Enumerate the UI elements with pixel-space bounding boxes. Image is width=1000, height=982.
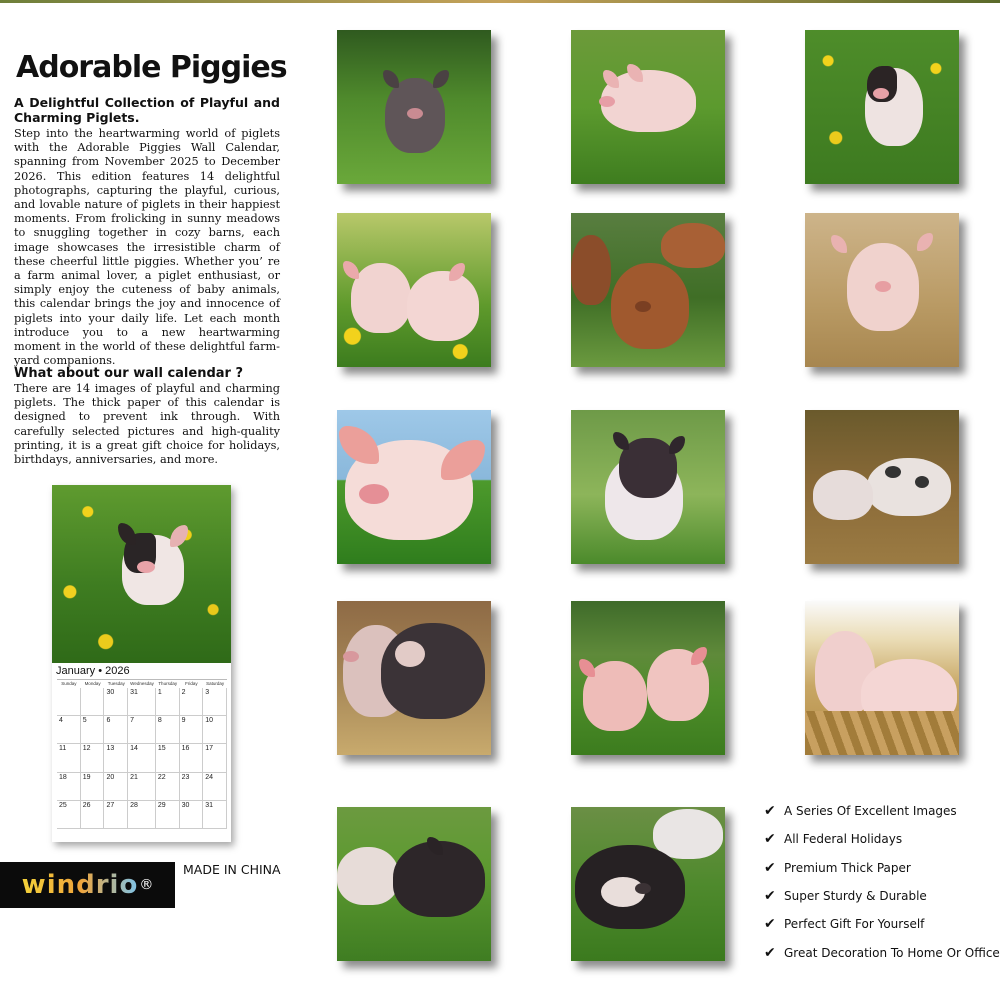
piglet-photo-5	[571, 213, 725, 367]
calendar-day: 2	[180, 688, 204, 716]
calendar-day: 7	[128, 716, 156, 744]
calendar-day: 27	[104, 801, 128, 829]
calendar-day: 31	[203, 801, 227, 829]
calendar-day: 30	[180, 801, 204, 829]
piglet-photo-9	[805, 410, 959, 564]
calendar-day: 14	[128, 744, 156, 772]
feature-item	[764, 882, 1000, 910]
piglet-photo-12	[805, 601, 959, 755]
calendar-preview	[52, 485, 231, 842]
calendar-day	[81, 688, 105, 716]
calendar-day: 30	[104, 688, 128, 716]
feature-list	[764, 797, 1000, 967]
calendar-day: 8	[156, 716, 180, 744]
calendar-day: 4	[57, 716, 81, 744]
calendar-day: 29	[156, 801, 180, 829]
checkmark-icon: ✔	[764, 859, 776, 876]
feature-item	[764, 854, 1000, 882]
calendar-day: 1	[156, 688, 180, 716]
calendar-day: 6	[104, 716, 128, 744]
piglet-photo-10	[337, 601, 491, 755]
calendar-day: 17	[203, 744, 227, 772]
calendar-day: 11	[57, 744, 81, 772]
piglet-photo-11	[571, 601, 725, 755]
feature-text: Great Decoration To Home Or Office	[784, 945, 1000, 960]
weekday-header: Saturday	[206, 681, 225, 686]
piglet-photo-8	[571, 410, 725, 564]
calendar-day: 23	[180, 773, 204, 801]
calendar-day: 12	[81, 744, 105, 772]
calendar-day: 10	[203, 716, 227, 744]
calendar-day: 20	[104, 773, 128, 801]
weekday-header: Tuesday	[107, 681, 125, 686]
feature-item	[764, 797, 1000, 825]
section-heading: What about our wall calendar ?	[14, 366, 244, 381]
piglet-photo-14	[571, 807, 725, 961]
calendar-day: 13	[104, 744, 128, 772]
piglet-photo-7	[337, 410, 491, 564]
checkmark-icon: ✔	[764, 831, 776, 848]
piglet-photo-6	[805, 213, 959, 367]
feature-text: Premium Thick Paper	[784, 860, 911, 875]
brand-logo	[0, 862, 175, 908]
calendar-day: 28	[128, 801, 156, 829]
checkmark-icon: ✔	[764, 803, 776, 820]
top-accent-bar	[0, 0, 1000, 3]
calendar-day: 3	[203, 688, 227, 716]
calendar-grid	[57, 679, 227, 829]
weekday-header: Friday	[185, 681, 198, 686]
calendar-day: 22	[156, 773, 180, 801]
subtitle: A Delightful Collection of Playful and Charming Piglets.	[14, 95, 280, 125]
calendar-day: 5	[81, 716, 105, 744]
feature-text: Super Sturdy & Durable	[784, 889, 927, 904]
weekday-header: Thursday	[158, 681, 178, 686]
calendar-day: 19	[81, 773, 105, 801]
brand-name: windrio	[21, 870, 139, 900]
feature-item	[764, 938, 1000, 966]
calendar-day: 24	[203, 773, 227, 801]
section-paragraph: There are 14 images of playful and charming piglets. The thick paper of this calendar is designed to prevent ink through. With carefully selected pictures and high-quality printing, it is a great gift choice for holidays, birthdays, anniversaries, and more.	[14, 382, 280, 467]
calendar-cover-photo	[52, 485, 231, 663]
registered-mark: ®	[139, 877, 154, 893]
calendar-day: 9	[180, 716, 204, 744]
calendar-day: 21	[128, 773, 156, 801]
calendar-day: 16	[180, 744, 204, 772]
piglet-photo-2	[571, 30, 725, 184]
calendar-day: 26	[81, 801, 105, 829]
feature-item	[764, 825, 1000, 853]
piglet-photo-1	[337, 30, 491, 184]
checkmark-icon: ✔	[764, 944, 776, 961]
page-title: Adorable Piggies	[16, 50, 287, 85]
calendar-month-label: January • 2026	[56, 665, 130, 677]
checkmark-icon: ✔	[764, 888, 776, 905]
calendar-day: 15	[156, 744, 180, 772]
calendar-day: 25	[57, 801, 81, 829]
piglet-photo-3	[805, 30, 959, 184]
feature-text: Perfect Gift For Yourself	[784, 917, 925, 932]
intro-paragraph: Step into the heartwarming world of piglets with the Adorable Piggies Wall Calendar, spanning from November 2025 to December 2026. This edition features 14 delightful photographs, capturing the playful, curious, and lovable nature of piglets in their happiest moments. From frolicking in sunny meadows to snuggling together in cozy barns, each image showcases the irresistible charm of these cheerful little piggies. Whether you’ re a farm animal lover, a piglet enthusiast, or simply enjoy the cuteness of baby animals, this calendar brings the joy and innocence of piglets into your daily life. Let each month introduce you to a new heartwarming moment in the world of these delightful farm-yard companions.	[14, 127, 280, 368]
piglet-photo-13	[337, 807, 491, 961]
calendar-day	[57, 688, 81, 716]
feature-text: All Federal Holidays	[784, 832, 903, 847]
weekday-header: Monday	[84, 681, 101, 686]
weekday-header: Wednesday	[130, 681, 154, 686]
feature-text: A Series Of Excellent Images	[784, 804, 957, 819]
made-in-label: MADE IN CHINA	[183, 862, 281, 877]
calendar-day: 18	[57, 773, 81, 801]
feature-item	[764, 910, 1000, 938]
checkmark-icon: ✔	[764, 916, 776, 933]
calendar-day: 31	[128, 688, 156, 716]
piglet-photo-4	[337, 213, 491, 367]
weekday-header: Sunday	[61, 681, 77, 686]
